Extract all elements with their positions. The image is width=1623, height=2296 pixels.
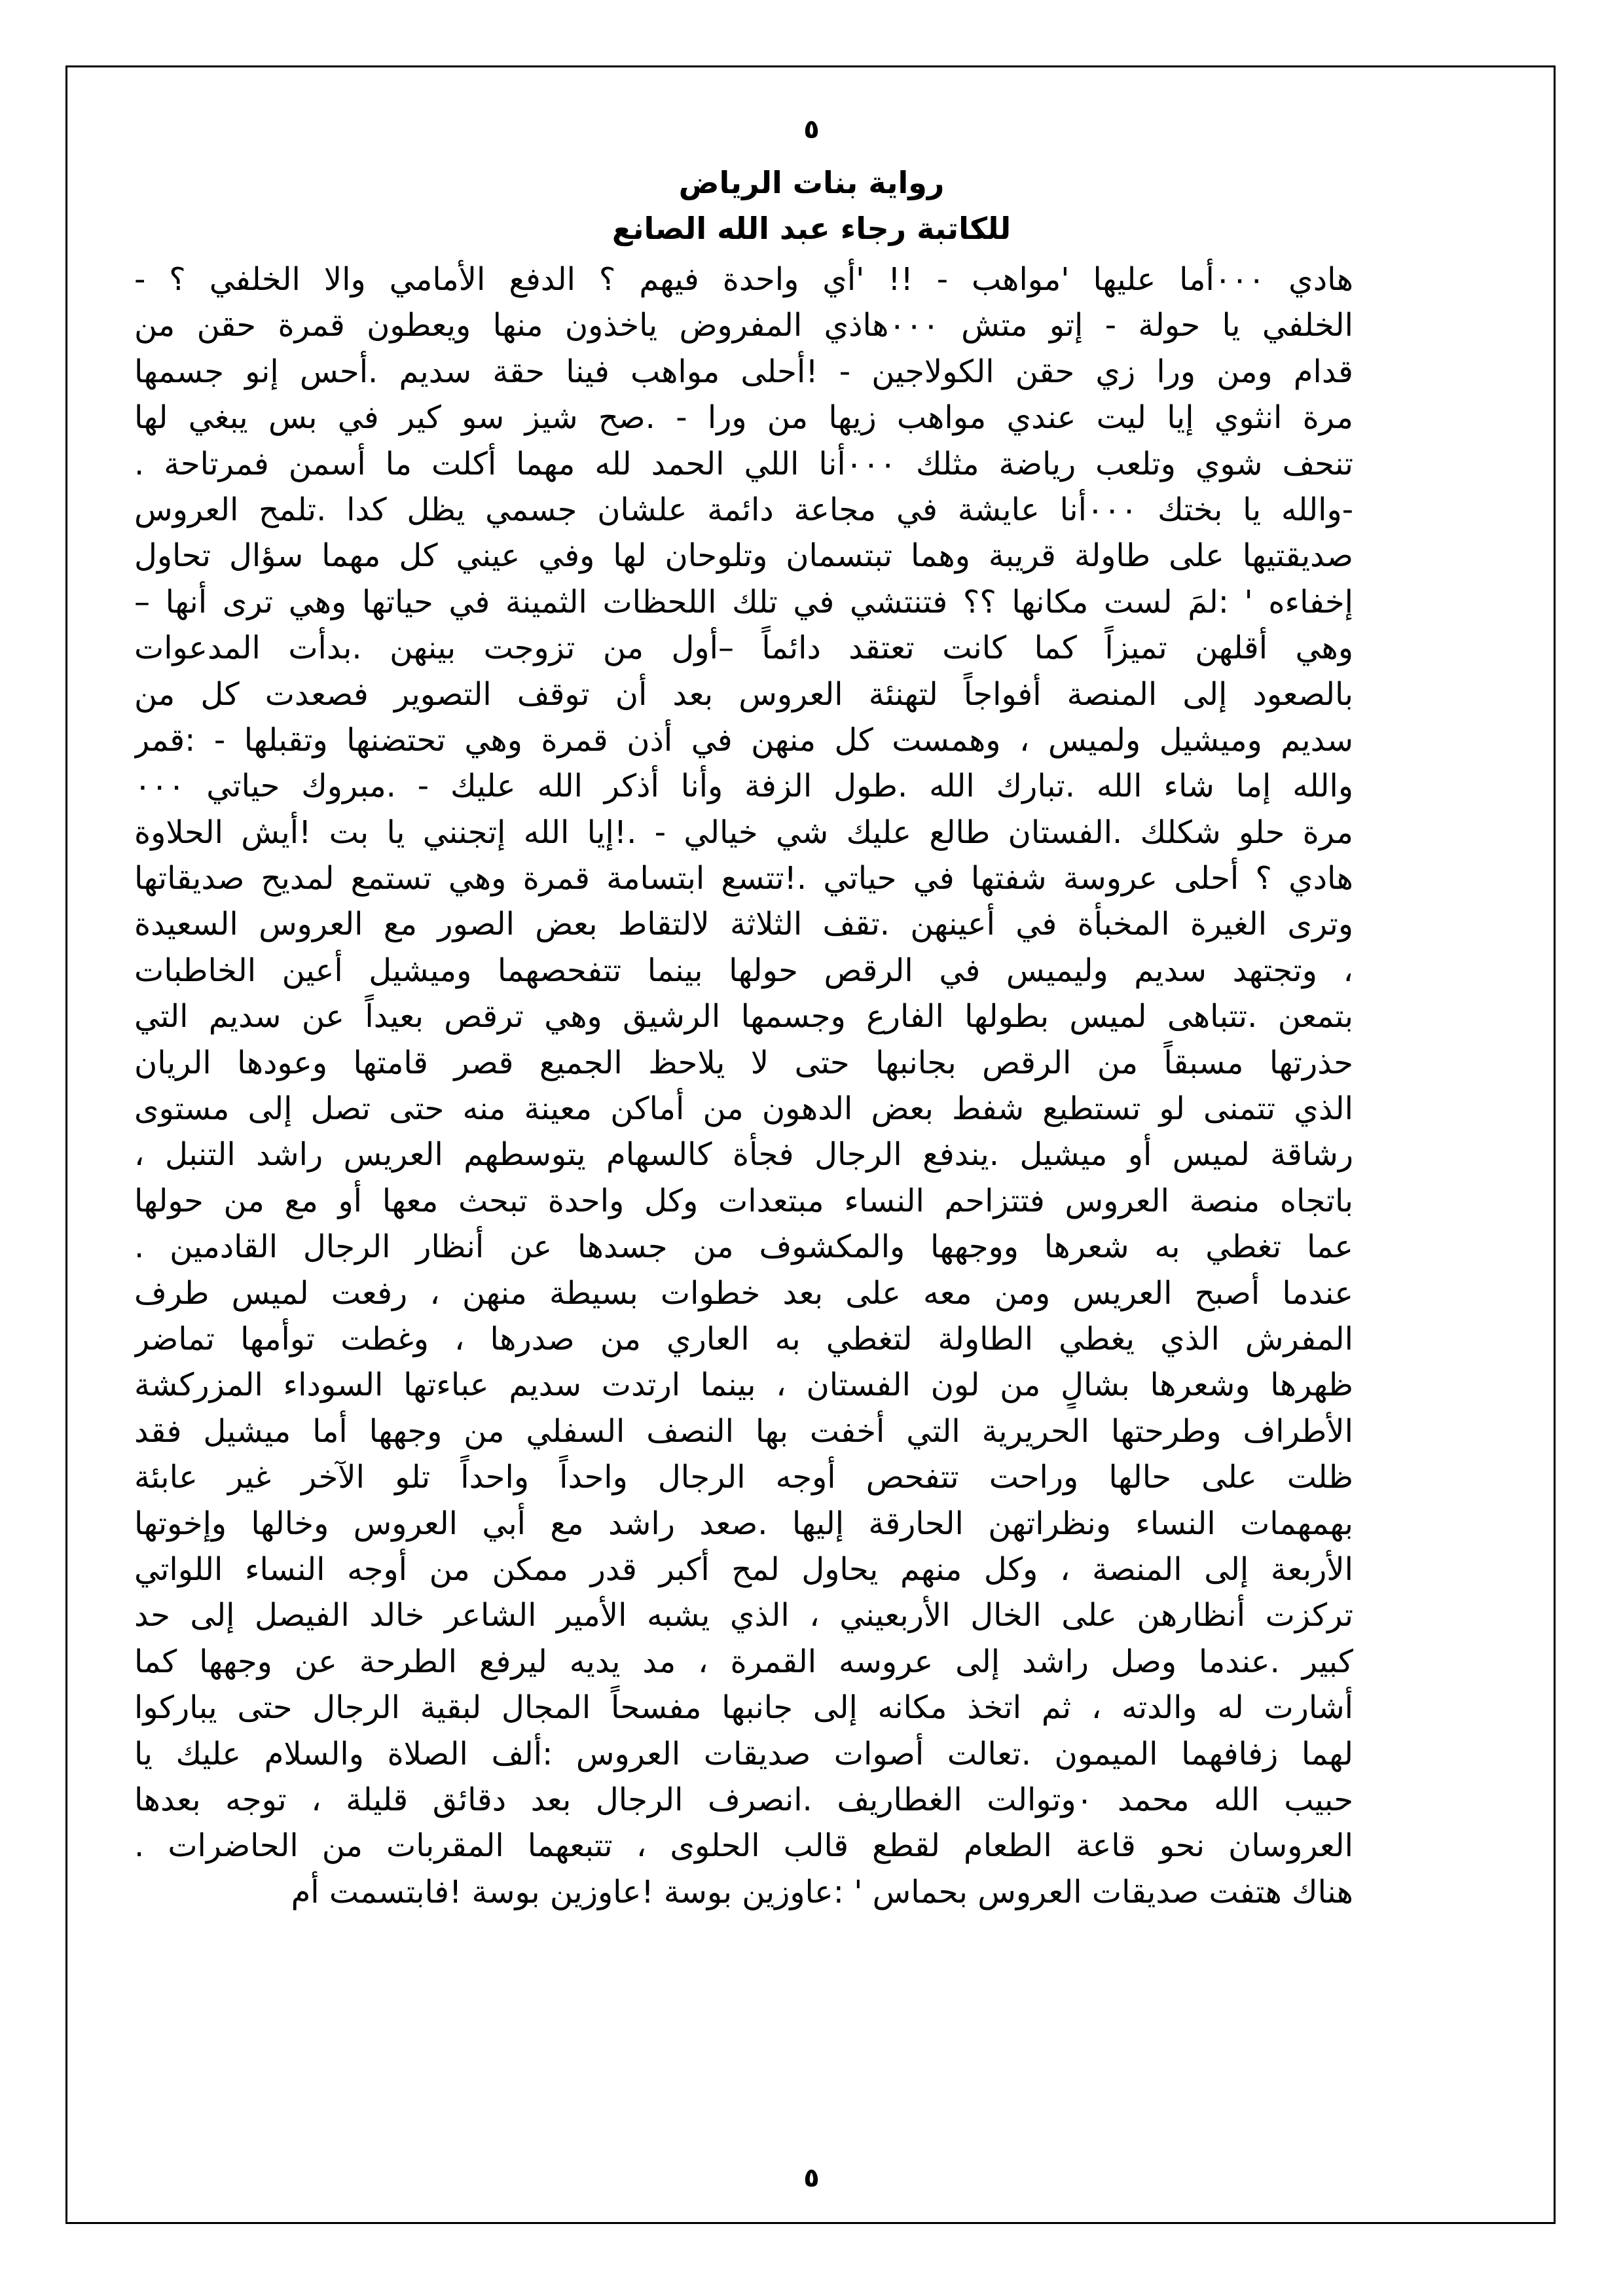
body-line: مرة حلو شكلك .الفستان طالع عليك شي خيالي - .!إيا الله إتجنني يا بت !أيش الحلاوة — [134, 814, 1353, 851]
body-line: المفرش الذي يغطي الطاولة لتغطي به العاري من صدرها ، وغطت توأمها تماضر — [134, 1320, 1353, 1357]
body-line: هناك هتفت صديقات العروس بحماس ' :عاوزين بوسة !عاوزين بوسة !فابتسمت أم — [291, 1873, 1353, 1910]
body-line: وهي أقلهن تميزاً كما كانت تعتقد دائماً –أول من تزوجت بينهن .بدأت المدعوات — [134, 630, 1353, 667]
body-line: تركزت أنظارهن على الخال الأربعيني ، الذي يشبه الأمير الشاعر خالد الفيصل إلى حد — [134, 1597, 1353, 1634]
body-line: أشارت له والدته ، ثم اتخذ مكانه إلى جانبها مفسحاً المجال لبقية الرجال حتى يباركوا — [134, 1689, 1353, 1727]
page-number-top: ٥ — [803, 115, 820, 145]
body-text — [134, 257, 1353, 1915]
body-line: ، وتجتهد سديم وليميس في الرقص حولها بينما تتفحصهما وميشيل أعين الخاطبات — [134, 952, 1353, 989]
body-line: تنحف شوي وتلعب رياضة مثلك ٠٠٠أنا اللي الحمد لله مهما أكلت ما أسمن فمرتاحة . — [134, 445, 1353, 482]
body-line: حبيب الله محمد ٠وتوالت الغطاريف .انصرف الرجال بعد دقائق قليلة ، توجه بعدها — [134, 1781, 1353, 1818]
body-line: قدام ومن ورا زي حقن الكولاجين - !أحلى مواهب فينا حقة سديم .أحس إنو جسمها — [134, 353, 1353, 390]
body-line: ظهرها وشعرها بشالٍ من لون الفستان ، بينما ارتدت سديم عباءتها السوداء المزركشة — [134, 1367, 1353, 1404]
body-line: إخفاءه ' :لمَ لست مكانها ؟؟ فتنتشي في تلك اللحظات الثمينة في حياتها وهي ترى أنها – — [134, 583, 1353, 620]
body-line: لهما زفافهما الميمون .تعالت أصوات صديقات العروس :ألف الصلاة والسلام عليك يا — [134, 1735, 1353, 1772]
body-line: بهمهمات النساء ونظراتهن الحارقة إليها .صعد راشد مع أبي العروس وخالها وإخوتها — [134, 1505, 1353, 1542]
body-line: مرة انثوي إيا ليت عندي مواهب زيها من ورا - .صح شيز سو كير في بس يبغي لها — [134, 399, 1353, 437]
body-line: الأربعة إلى المنصة ، وكل منهم يحاول لمح أكبر قدر ممكن من أوجه النساء اللواتي — [134, 1551, 1353, 1588]
body-line: وترى الغيرة المخبأة في أعينهن .تقف الثلاثة لالتقاط بعض الصور مع العروس السعيدة — [134, 906, 1353, 943]
body-line: سديم وميشيل ولميس ، وهمست كل منهن في أذن قمرة وهي تحتضنها وتقبلها - :قمر — [134, 721, 1353, 759]
body-line: الذي تتمنى لو تستطيع شفط بعض الدهون من أماكن معينة منه حتى تصل إلى مستوى — [134, 1090, 1353, 1128]
body-line: عندما أصبح العريس ومن معه على بعد خطوات بسيطة منهن ، رفعت لميس طرف — [134, 1274, 1353, 1312]
body-line: بتمعن .تتباهى لميس بطولها الفارع وجسمها الرشيق وهي ترقص بعيداً عن سديم التي — [134, 998, 1353, 1035]
body-line: ظلت على حالها وراحت تتفحص أوجه الرجال واحداً واحداً تلو الآخر غير عابئة — [134, 1459, 1353, 1496]
body-line: هادي ؟ أحلى عروسة شفتها في حياتي .!تتسع ابتسامة قمرة وهي تستمع لمديح صديقاتها — [134, 860, 1353, 897]
body-line: باتجاه منصة العروس فتتزاحم النساء مبتعدات وكل واحدة تبحث معها أو مع من حولها — [134, 1182, 1353, 1219]
body-line: -والله يا بختك ٠٠٠أنا عايشة في مجاعة دائمة علشان جسمي يظل كدا .تلمح العروس — [134, 491, 1353, 528]
body-line: الأطراف وطرحتها الحريرية التي أخفت بها النصف السفلي من وجهها أما ميشيل فقد — [134, 1412, 1353, 1450]
body-line: رشاقة لميس أو ميشيل .يندفع الرجال فجأة كالسهام يتوسطهم العريس راشد التنبل ، — [134, 1136, 1353, 1174]
body-line: صديقتيها على طاولة قريبة وهما تبتسمان وتلوحان لها وفي عيني كل مهما سؤال تحاول — [134, 537, 1353, 575]
body-line: العروسان نحو قاعة الطعام لقطع قالب الحلوى ، تتبعهما المقربات من الحاضرات . — [134, 1827, 1353, 1865]
body-line: الخلفي يا حولة - إتو متش ٠٠٠هاذي المفروض ياخذون منها ويعطون قمرة حقن من — [134, 307, 1353, 344]
author-line: للكاتبة رجاء عبد الله الصانع — [611, 211, 1012, 246]
book-title: رواية بنات الرياض — [678, 165, 945, 200]
body-line: هادي ٠٠٠أما عليها 'مواهب - !! 'أي واحدة فيهم ؟ الدفع الأمامي والا الخلفي ؟ - — [134, 261, 1353, 298]
body-line: والله إما شاء الله .تبارك الله .طول الزفة وأنا أذكر الله عليك - .مبروك حياتي ٠٠٠ — [134, 768, 1353, 805]
page-number-bottom: ٥ — [803, 2163, 820, 2193]
body-line: بالصعود إلى المنصة أفواجاً لتهنئة العروس بعد أن توقف التصوير فصعدت كل من — [134, 675, 1353, 713]
body-line: عما تغطي به شعرها ووجهها والمكشوف من جسدها عن أنظار الرجال القادمين . — [134, 1229, 1353, 1266]
body-line: حذرتها مسبقاً من الرقص بجانبها حتى لا يلاحظ الجميع قصر قامتها وعودها الريان — [134, 1044, 1353, 1081]
body-line: كبير .عندما وصل راشد إلى عروسه القمرة ، مد يديه ليرفع الطرحة عن وجهها كما — [134, 1643, 1353, 1680]
